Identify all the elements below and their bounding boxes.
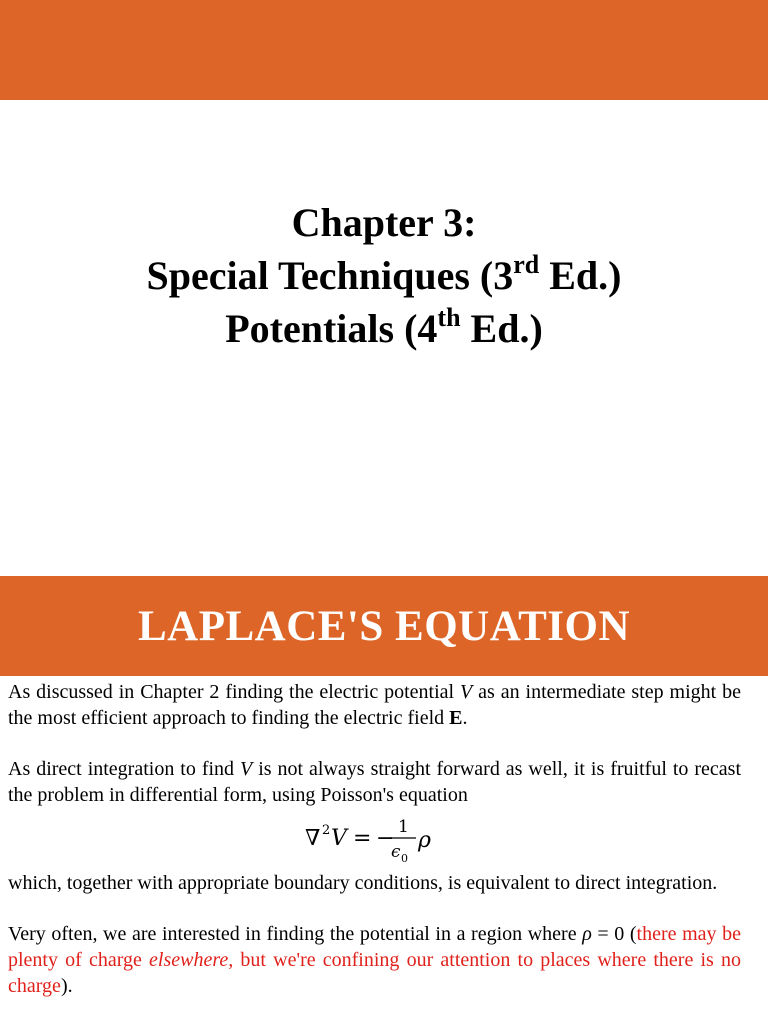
svg-text:V: V bbox=[330, 826, 347, 851]
paragraph-4 bbox=[8, 921, 741, 999]
svg-text:2: 2 bbox=[321, 823, 330, 838]
paragraph-1 bbox=[8, 679, 741, 731]
p1-var-v: V bbox=[460, 681, 473, 703]
title-line-2-sup: rd bbox=[513, 249, 540, 279]
p1-text-c: . bbox=[462, 707, 468, 729]
title-line-1: Chapter 3: bbox=[291, 200, 477, 245]
p2-text-a: As direct integration to find bbox=[8, 758, 241, 780]
svg-text:0: 0 bbox=[400, 852, 408, 865]
p4-text-a: Very often, we are interested in finding the potential in a region where bbox=[8, 923, 583, 945]
body-text bbox=[8, 679, 741, 1024]
paragraph-2 bbox=[8, 756, 741, 808]
title-line-2 bbox=[0, 249, 768, 302]
section-heading-band bbox=[0, 576, 768, 676]
p1-var-e: E bbox=[449, 707, 463, 729]
top-accent-band bbox=[0, 0, 768, 100]
p4-highlight-a: there may be plenty of charge bbox=[8, 923, 741, 971]
svg-text:−: − bbox=[375, 826, 394, 851]
svg-text:1: 1 bbox=[397, 817, 409, 837]
chapter-title bbox=[0, 196, 768, 355]
title-line-2-text: Special Techniques (3 bbox=[146, 253, 514, 298]
svg-text:∇: ∇ bbox=[304, 826, 320, 851]
p4-var-rho: ρ bbox=[582, 923, 592, 945]
p4-text-c: ). bbox=[60, 975, 73, 997]
title-line-3-tail: Ed.) bbox=[460, 306, 543, 351]
p1-text-b: as an intermediate step might be the most efficient approach to finding the electric field bbox=[8, 681, 741, 729]
p4-highlight-b: but we're confining our attention to places where there is no charge bbox=[8, 949, 741, 997]
poisson-equation bbox=[8, 808, 741, 868]
p1-text-a: As discussed in Chapter 2 finding the electric potential bbox=[8, 681, 461, 703]
title-line-3-text: Potentials (4 bbox=[225, 306, 438, 351]
title-line-3-sup: th bbox=[437, 302, 461, 332]
svg-text:ϵ: ϵ bbox=[390, 842, 401, 862]
title-line-2-tail: Ed.) bbox=[539, 253, 622, 298]
p2-text-b: is not always straight forward as well, it is fruitful to recast the problem in differential form, using Poisson's equation bbox=[8, 758, 742, 806]
p4-text-b: = 0 ( bbox=[591, 923, 637, 945]
svg-text:ρ: ρ bbox=[417, 828, 431, 853]
paragraph-3: which, together with appropriate boundary conditions, is equivalent to direct integration. bbox=[8, 872, 718, 894]
p2-var-v: V bbox=[240, 758, 253, 780]
section-heading: LAPLACE'S EQUATION bbox=[137, 602, 631, 650]
poisson-equation-graphic bbox=[305, 810, 445, 866]
svg-text:=: = bbox=[352, 826, 371, 851]
p4-highlight-em: elsewhere, bbox=[149, 949, 234, 971]
title-line-3 bbox=[0, 302, 768, 355]
